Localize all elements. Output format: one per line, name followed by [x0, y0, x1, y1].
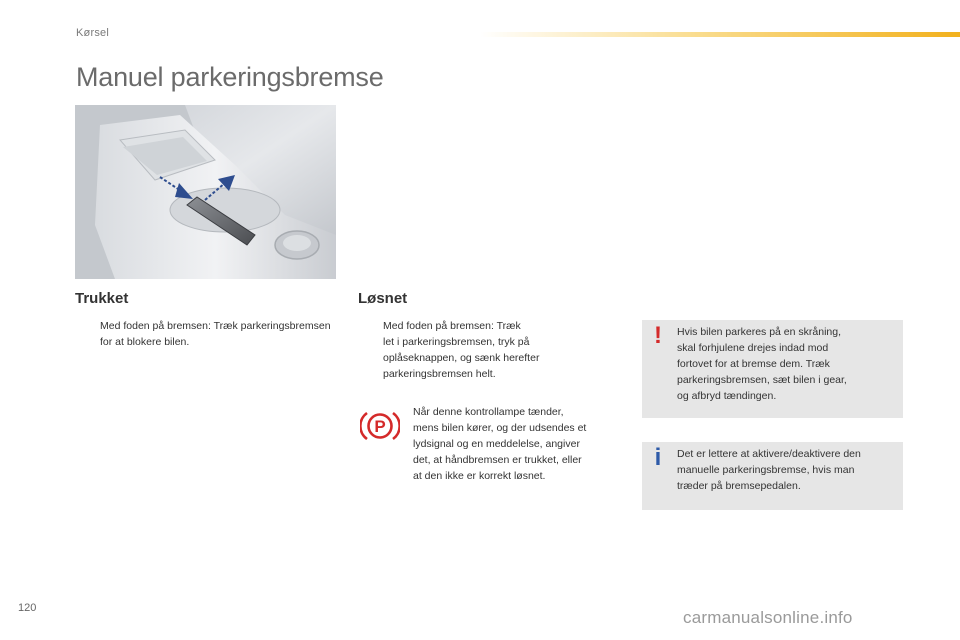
- page-title: Manuel parkeringsbremse: [76, 62, 384, 92]
- caution-text: [677, 324, 899, 404]
- info-icon: i: [654, 444, 662, 471]
- parking-brake-warning-icon: [360, 408, 400, 444]
- caution-text-line: parkeringsbremsen, sæt bilen i gear,: [677, 374, 847, 386]
- caution-text-line: skal forhjulene drejes indad mod: [677, 342, 829, 354]
- trukket-instruction: [78, 318, 340, 350]
- warning-lamp-text: [413, 404, 623, 484]
- loesnet-text-line: let i parkeringsbremsen, tryk på: [383, 336, 530, 348]
- bullet-icon: [78, 318, 100, 350]
- caution-text-line: Hvis bilen parkeres på en skråning,: [677, 326, 842, 338]
- warning-text-line: Når denne kontrollampe tænder,: [413, 406, 564, 418]
- header-accent-bar: [480, 32, 960, 37]
- warning-symbol: P: [374, 417, 386, 436]
- info-text-line: Det er lettere at aktivere/deaktivere den: [677, 448, 861, 460]
- loesnet-text: [383, 318, 539, 382]
- loesnet-text-line: parkeringsbremsen helt.: [383, 368, 496, 380]
- trukket-heading: Trukket: [75, 290, 129, 307]
- loesnet-text-line: oplåseknappen, og sænk herefter: [383, 352, 540, 364]
- loesnet-instruction: [361, 318, 611, 382]
- parking-brake-illustration: [75, 105, 336, 279]
- section-label: Kørsel: [76, 27, 109, 39]
- info-text-line: træder på bremsepedalen.: [677, 480, 801, 492]
- warning-text-line: det, at håndbremsen er trukket, eller: [413, 454, 582, 466]
- exclamation-icon: !: [654, 322, 662, 349]
- warning-text-line: lydsignal og en meddelelse, angiver: [413, 438, 580, 450]
- info-text-line: manuelle parkeringsbremse, hvis man: [677, 464, 855, 476]
- caution-text-line: og afbryd tændingen.: [677, 390, 777, 402]
- bullet-icon: [361, 318, 383, 382]
- loesnet-text-line: Med foden på bremsen: Træk: [383, 320, 521, 332]
- warning-text-line: mens bilen kører, og der udsendes et: [413, 422, 587, 434]
- loesnet-heading: Løsnet: [358, 290, 408, 307]
- info-text: [677, 446, 901, 494]
- caution-text-line: fortovet for at bremse dem. Træk: [677, 358, 830, 370]
- warning-text-line: at den ikke er korrekt løsnet.: [413, 470, 546, 482]
- page-number: 120: [18, 602, 37, 614]
- trukket-text: Med foden på bremsen: Træk parkeringsbremsen for at blokere bilen.: [100, 320, 331, 348]
- watermark: carmanualsonline.info: [683, 608, 853, 627]
